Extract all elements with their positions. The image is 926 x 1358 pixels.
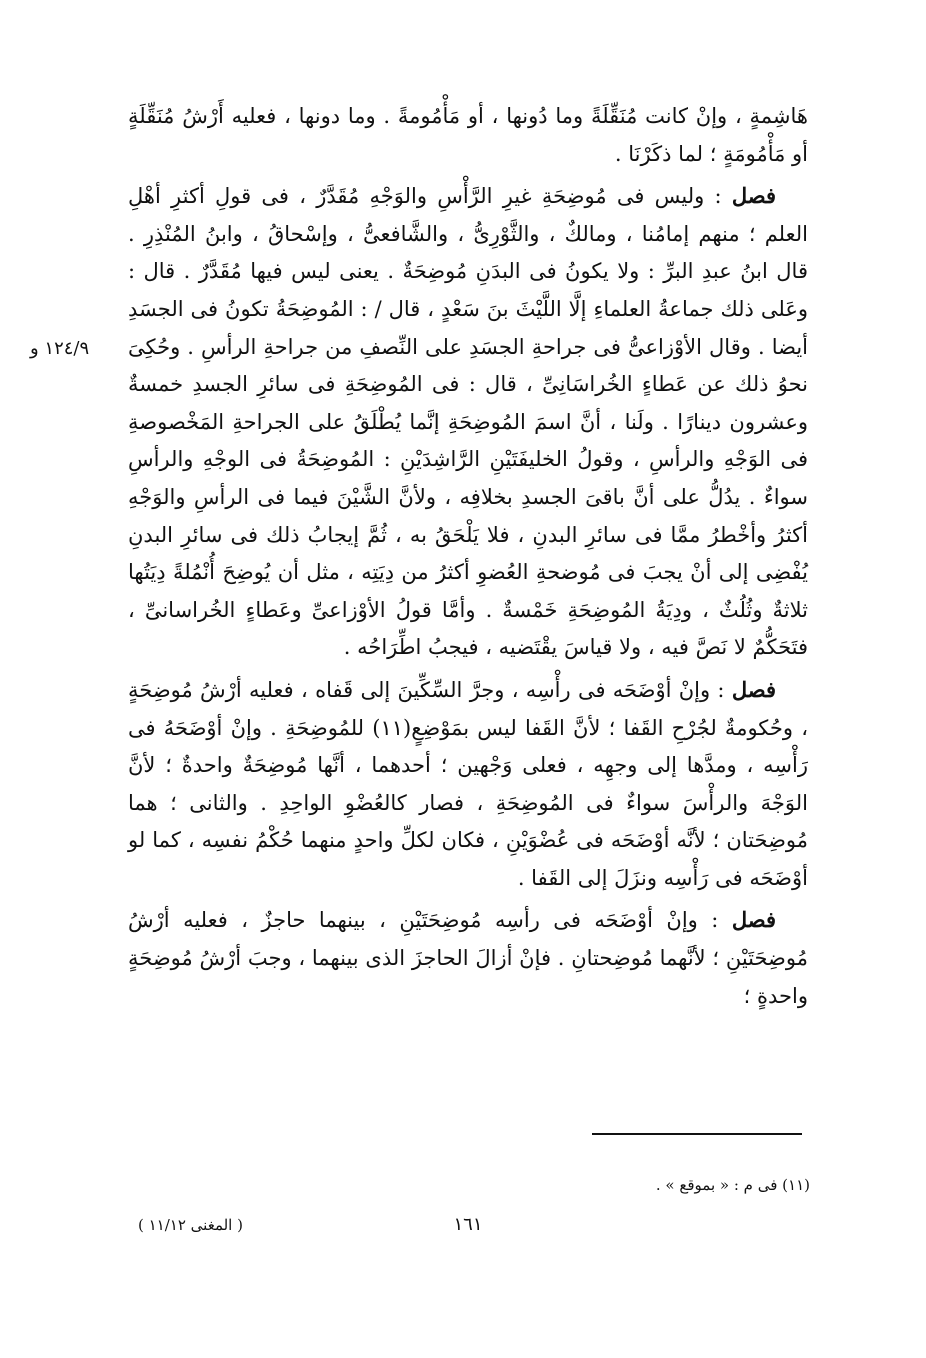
page-number: ١٦١ bbox=[453, 1214, 483, 1235]
source-reference: ( المغنى ١١/١٢ ) bbox=[138, 1216, 243, 1234]
paragraph-2-text: : وليس فى مُوضِحَةِ غيرِ الرَّأْسِ والوَجْهِ مُقَدَّرٌ ، فى قولِ أكثرِ أهْلِ العلم ؛ منهم إمامُنا ، ومالكٌ ، والثَّوْرِىُّ ، والشَّافعىُّ ، وإسْحاقُ ، وابنُ المُنْذِرِ . قال ابنُ عبدِ البرِّ : ولا يكونُ فى البدَنِ مُوضِحَةٌ . يعنى ليس فيها مُقَدَّرٌ . قال : وعَلى ذلك جماعةُ العلماءِ إلَّا اللَّيْثَ بنَ سَعْدٍ ، قال / : المُوضِحَةُ تكونُ فى الجسَدِ أيضا . وقال الأوْزاعىُّ فى جراحةِ الجسَدِ على النِّصفِ من جراحةِ الرأسِ . وحُكِىَ نحوُ ذلك عن عَطاءٍ الخُراسَانِىِّ ، قال : فى المُوضِحَةِ فى سائرِ الجسدِ خمسةٌ وعشرون دينارًا . ولَنا ، أنَّ اسمَ المُوضِحَةِ إنَّما يُطْلَقُ على الجراحةِ المَخْصوصةِ فى الوَجْهِ والرأسِ ، وقولُ الخليفَتَيْنِ الرَّاشِدَيْنِ : المُوضِحَةُ فى الوجْهِ والرأسِ سواءٌ . يدُلُّ على أنَّ باقىَ الجسدِ بخلافِه ، ولأنَّ الشَّيْنَ فيما فى الرأسِ والوَجْهِ أكثرُ وأخْطرُ ممَّا فى سائرِ البدنِ ، فلا يَلْحَقُ به ، ثُمَّ إيجابُ ذلك فى سائرِ البدنِ يُفْضِى إلى أنْ يجبَ فى مُوضحةِ العُضوِ أكثرُ من دِيَتِه ، مثل أن يُوضِحَ أُنْمُلةً دِيَتُها ثلاثةٌ وثُلُثٌ ، ودِيَةُ المُوضِحَةِ خَمْسةٌ . وأمَّا قولُ الأوْزاعىِّ وعَطاءٍ الخُراسانىِّ ، فتَحَكُّمٌ لا نَصَّ فيه ، ولا قياسَ يقْتَضيه ، فيجبُ اطِّرَاحُه . bbox=[128, 184, 808, 660]
paragraph-2 bbox=[128, 177, 808, 667]
section-heading: فصل bbox=[731, 183, 776, 209]
paragraph-4-text: : وإنْ أوْضَحَه فى رأسِه مُوضِحَتَيْنِ ، بينهما حاجزٌ ، فعليه أرْشُ مُوضِحَتَيْنِ ؛ لأنَّهما مُوضِحتانِ . فإنْ أزالَ الحاجزَ الذى بينهما ، وجبَ أرْشُ مُوضِحَةٍ واحدةٍ ؛ bbox=[128, 908, 808, 1008]
main-text bbox=[128, 98, 808, 1019]
section-heading: فصل bbox=[731, 676, 776, 702]
paragraph-4 bbox=[128, 901, 808, 1015]
footnote: (١١) فى م : « بموقع » . bbox=[655, 1176, 810, 1194]
section-heading: فصل bbox=[731, 907, 776, 933]
margin-folio-note: ١٢٤/٩ و bbox=[30, 338, 90, 359]
paragraph-3 bbox=[128, 671, 808, 898]
footnote-separator bbox=[592, 1133, 802, 1135]
paragraph-1 bbox=[128, 98, 808, 173]
paragraph-1-text: هَاشِمةٍ ، وإنْ كانت مُنَقِّلَةً وما دُونها ، أو مَأْمُومةً . وما دونها ، فعليه أَرْشُ مُنَقِّلَةٍ أو مَأْمُومَةٍ ؛ لما ذكَرْنَا . bbox=[128, 104, 808, 166]
paragraph-3-text: : وإنْ أوْضَحَه فى رأْسِه ، وجرَّ السِّكِّينَ إلى قَفاه ، فعليه أرْشُ مُوضِحَةٍ ، وحُكومةٌ لجُرْحِ القَفا ؛ لأنَّ القَفا ليس بمَوْضِعٍ(١١) للمُوضِحَةِ . وإنْ أوْضَحَهُ فى رَأْسِه ، ومدَّها إلى وجهِه ، فعلى وَجْهين ؛ أحدهما ، أنَّها مُوضِحَةٌ واحدةٌ ؛ لأنَّ الوَجْهَ والرأْسَ سواءٌ فى المُوضِحَةِ ، فصار كالعُضْوِ الواحِدِ . والثانى ؛ هما مُوضِحَتان ؛ لأنَّه أوْضَحَه فى عُضْوَيْنِ ، فكان لكلِّ واحدٍ منهما حُكْمُ نفسِه ، كما لو أوْضَحَه فى رَأْسِه ونزَلَ إلى القَفا . bbox=[128, 677, 808, 890]
